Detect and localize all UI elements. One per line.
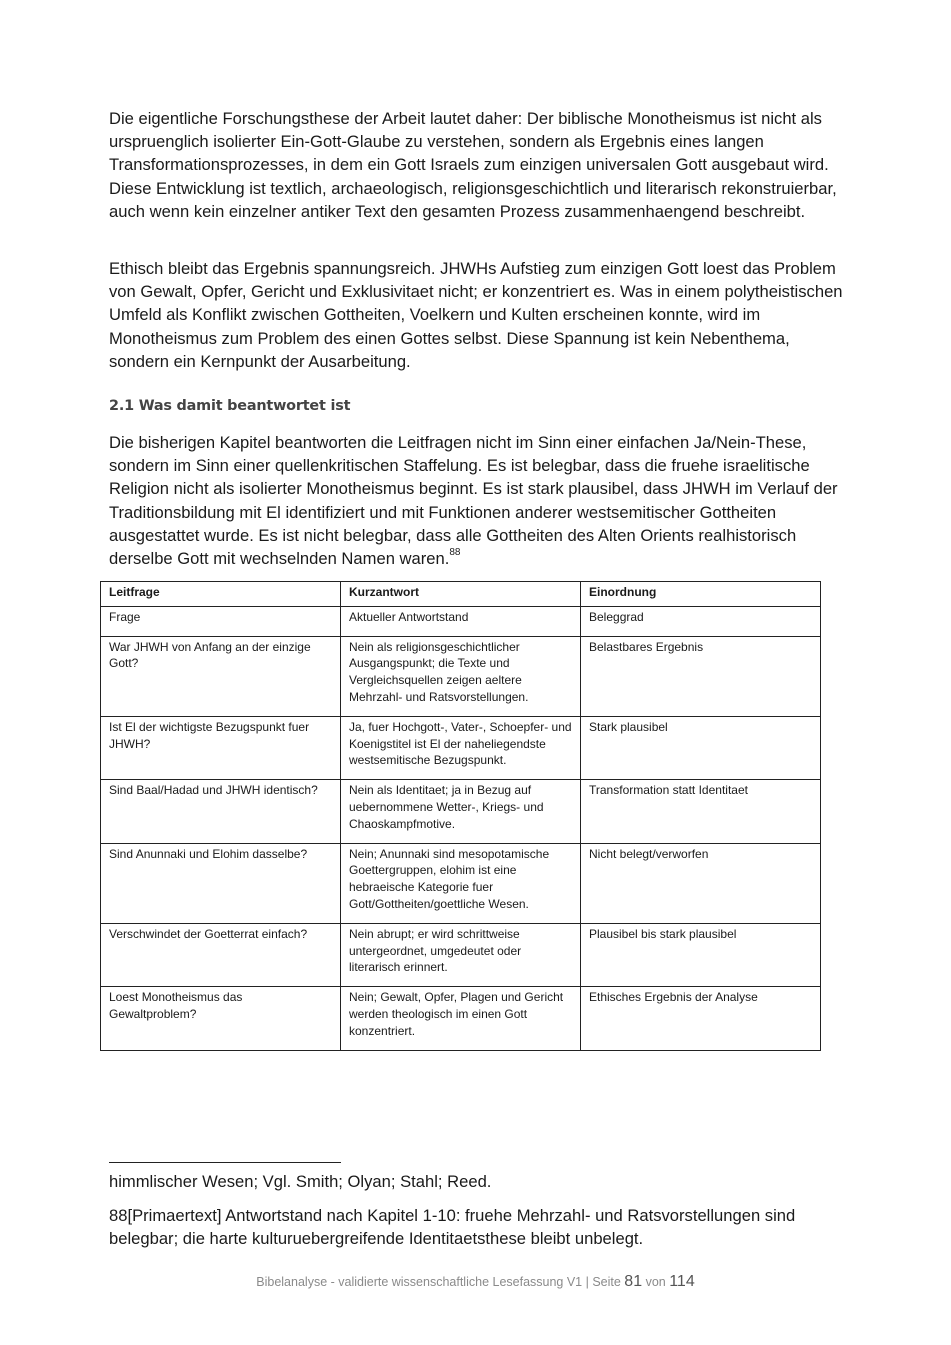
table-cell: Sind Anunnaki und Elohim dasselbe?: [101, 843, 341, 923]
table-cell: Verschwindet der Goetterrat einfach?: [101, 923, 341, 986]
section-heading: 2.1 Was damit beantwortet ist: [109, 398, 351, 414]
table-cell: Sind Baal/Hadad und JHWH identisch?: [101, 780, 341, 843]
footnote-88: 88[Primaertext] Antwortstand nach Kapitel 1-10: fruehe Mehrzahl- und Ratsvorstellungen sind belegbar; die harte kulturuebergreifende Identitaetsthese bleibt unbelegt.: [109, 1206, 796, 1249]
table-row: [101, 923, 821, 986]
page-footer: [0, 1273, 951, 1291]
current-page-number: 81: [624, 1273, 643, 1290]
table-row: [101, 636, 821, 716]
table-cell: Nein als Identitaet; ja in Bezug auf uebernommene Wetter-, Kriegs- und Chaoskampfmotive.: [341, 780, 581, 843]
paragraph-text: Die bisherigen Kapitel beantworten die Leitfragen nicht im Sinn einer einfachen Ja/Nein-These, sondern im Sinn einer quellenkritischen Staffelung. Es ist belegbar, dass die fruehe israelitische Religion nicht als isolierter Monotheismus beginnt. Es ist stark plausibel, dass JHWH im Verlauf der Traditionsbildung mit El identifiziert und mit Funktionen anderer westsemitischer Gottheiten ausgestattet wurde. Es ist nicht belegbar, dass alle Gottheiten des Alten Orients realhistorisch derselbe Gott mit wechselnden Namen waren.: [109, 433, 838, 569]
table-header-row: [101, 582, 821, 607]
footer-title: Bibelanalyse - validierte wissenschaftliche Lesefassung V1 | Seite: [256, 1275, 625, 1289]
table-cell: Ethisches Ergebnis der Analyse: [581, 987, 821, 1050]
table-cell: Loest Monotheismus das Gewaltproblem?: [101, 987, 341, 1050]
footnote-separator: [109, 1162, 341, 1163]
column-header-einordnung: Einordnung: [581, 582, 821, 607]
table-cell: Plausibel bis stark plausibel: [581, 923, 821, 986]
table-cell: War JHWH von Anfang an der einzige Gott?: [101, 636, 341, 716]
table-cell: Frage: [101, 606, 341, 636]
body-paragraph: Die eigentliche Forschungsthese der Arbeit lautet daher: Der biblische Monotheismus ist nicht als urspruenglich isolierter Ein-Gott-Glaube zu verstehen, sondern als Ergebnis eines langen Transformationsprozesses, in dem ein Gott Israels zum einzigen universalen Gott ausgebaut wird. Diese Entwicklung ist textlich, archaeologisch, religionsgeschichtlich und literarisch rekonstruierbar, auch wenn kein einzelner antiker Text den gesamten Prozess zusammenhaengend beschreibt.: [109, 109, 837, 221]
table-cell: Nein; Anunnaki sind mesopotamische Goettergruppen, elohim ist eine hebraeische Kategorie fuer Gott/Gottheiten/goettliche Wesen.: [341, 843, 581, 923]
table-cell: Nicht belegt/verworfen: [581, 843, 821, 923]
table-cell: Beleggrad: [581, 606, 821, 636]
table-cell: Transformation statt Identitaet: [581, 780, 821, 843]
answer-table: [100, 581, 821, 1051]
body-paragraph: [109, 431, 844, 570]
table-row: [101, 780, 821, 843]
column-header-kurzantwort: Kurzantwort: [341, 582, 581, 607]
footnote-continued: himmlischer Wesen; Vgl. Smith; Olyan; Stahl; Reed.: [109, 1172, 492, 1191]
table-cell: Belastbares Ergebnis: [581, 636, 821, 716]
table-cell: Stark plausibel: [581, 716, 821, 779]
table-cell: Nein abrupt; er wird schrittweise untergeordnet, umgedeutet oder literarisch erinnert.: [341, 923, 581, 986]
table-row: [101, 987, 821, 1050]
table-cell: Ist El der wichtigste Bezugspunkt fuer JHWH?: [101, 716, 341, 779]
table-row: [101, 716, 821, 779]
column-header-leitfrage: Leitfrage: [101, 582, 341, 607]
footer-of: von: [642, 1275, 670, 1289]
table-cell: Ja, fuer Hochgott-, Vater-, Schoepfer- und Koenigstitel ist El der naheliegendste westsemitische Bezugspunkt.: [341, 716, 581, 779]
body-paragraph: Ethisch bleibt das Ergebnis spannungsreich. JHWHs Aufstieg zum einzigen Gott loest das Problem von Gewalt, Opfer, Gericht und Exklusivitaet nicht; er konzentriert es. Was in einem polytheistischen Umfeld als Konflikt zwischen Gottheiten, Voelkern und Kulten erscheinen konnte, wird im Monotheismus zum Problem des einen Gottes selbst. Diese Spannung ist kein Nebenthema, sondern ein Kernpunkt der Ausarbeitung.: [109, 259, 843, 371]
table-cell: Nein als religionsgeschichtlicher Ausgangspunkt; die Texte und Vergleichsquellen zeigen aeltere Mehrzahl- und Ratsvorstellungen.: [341, 636, 581, 716]
table-row: [101, 606, 821, 636]
footnote-reference[interactable]: 88: [449, 547, 461, 559]
table-cell: Nein; Gewalt, Opfer, Plagen und Gericht werden theologisch im einen Gott konzentriert.: [341, 987, 581, 1050]
table-row: [101, 843, 821, 923]
total-page-count: 114: [669, 1273, 695, 1290]
table-cell: Aktueller Antwortstand: [341, 606, 581, 636]
